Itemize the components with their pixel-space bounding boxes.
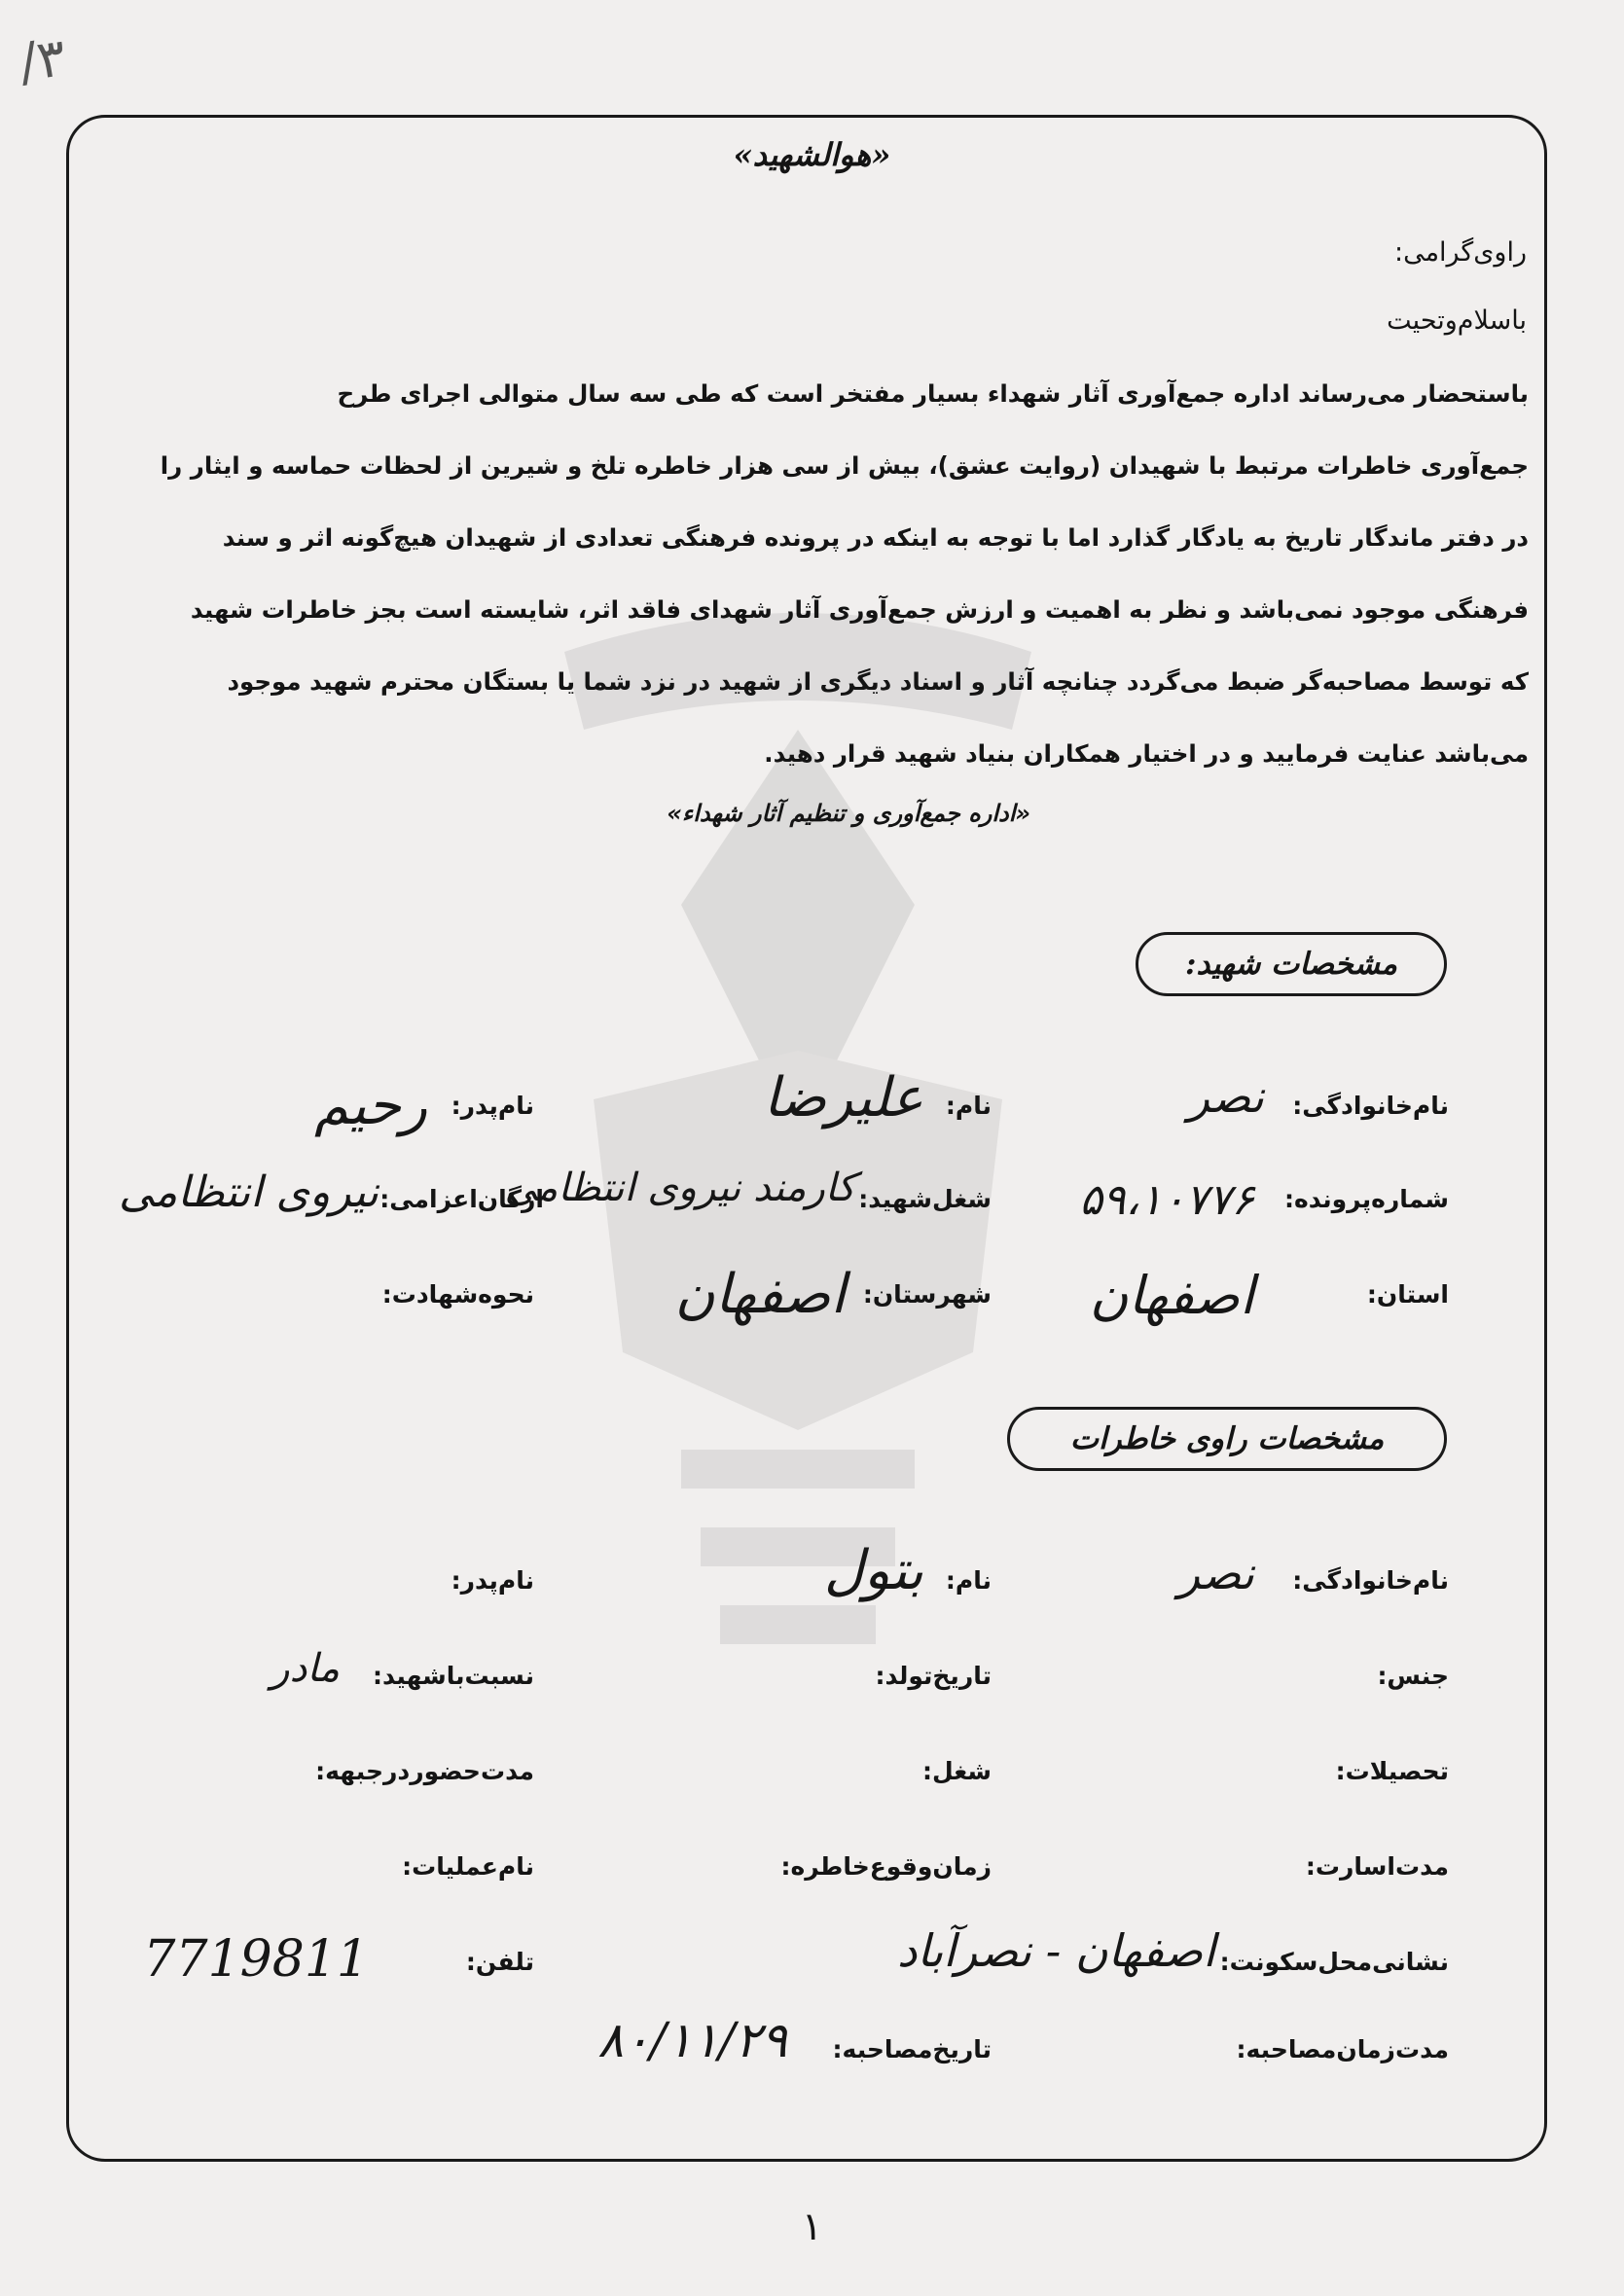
narrator-event-time-label: زمان‌وقوع‌خاطره: — [780, 1852, 992, 1881]
page-number: ١ — [801, 2205, 823, 2249]
paragraph-line: می‌باشد عنایت فرمایید و در اختیار همکاران بنیاد شهید قرار دهید. — [764, 739, 1529, 768]
martyr-martyrdom-type-label: نحوه‌شهادت: — [381, 1280, 534, 1309]
martyr-dispatch-org-label: ارگان‌اعزامی: — [379, 1185, 544, 1213]
martyr-father-value: رحیم — [314, 1074, 427, 1137]
martyr-job-value: کارمند نیروی انتظامی — [504, 1166, 855, 1210]
greeting: راوی‌گرامی: — [1393, 237, 1527, 268]
martyr-city-label: شهرستان: — [862, 1280, 992, 1309]
narrator-family-label: نام‌خانوادگی: — [1292, 1566, 1449, 1595]
narrator-captivity-label: مدت‌اسارت: — [1305, 1852, 1449, 1881]
narrator-education-label: تحصیلات: — [1335, 1757, 1449, 1785]
paragraph-line: در دفتر ماندگار تاریخ به یادگار گذارد اما با توجه به اینکه در پرونده فرهنگی تعدادی از شهیدان هیچ‌گونه اثر و سند — [222, 523, 1529, 552]
faded-stamp — [1293, 10, 1488, 68]
narrator-interview-date-value: ۸۰/۱۱/۲۹ — [597, 2012, 787, 2068]
paragraph-line: جمع‌آوری خاطرات مرتبط با شهیدان (روایت عشق)، بیش از سی هزار خاطره تلخ و شیرین از لحظات حماسه و ایثار را — [160, 451, 1529, 480]
narrator-gender-label: جنس: — [1377, 1662, 1449, 1690]
narrator-phone-label: تلفن: — [465, 1948, 534, 1976]
paragraph-line: فرهنگی موجود نمی‌باشد و نظر به اهمیت و ارزش جمع‌آوری آثار شهدای فاقد اثر، شایسته است بجز خاطرات شهید — [190, 595, 1529, 624]
salutation: باسلام‌و‌تحیت — [1387, 305, 1527, 336]
martyr-file-number-label: شماره‌پرونده: — [1284, 1185, 1449, 1213]
martyr-city-value: اصفهان — [674, 1263, 846, 1326]
martyr-province-label: استان: — [1366, 1280, 1449, 1309]
office-signature: «اداره جمع‌آوری و تنظیم آثار شهداء» — [667, 800, 1030, 827]
corner-page-mark: ۳/ — [15, 26, 70, 93]
martyr-dispatch-org-value: نیروی انتظامی — [119, 1167, 379, 1217]
narrator-relation-value: مادر — [271, 1646, 340, 1691]
martyr-province-value: اصفهان — [1089, 1265, 1254, 1326]
narrator-interview-date-label: تاریخ‌مصاحبه: — [832, 2035, 992, 2063]
paragraph-line: که توسط مصاحبه‌گر ضبط می‌گردد چنانچه آثار و اسناد دیگری از شهید در نزد شما یا بستگان محترم شهید موجود — [227, 667, 1529, 696]
martyr-job-label: شغل‌شهید: — [858, 1185, 992, 1213]
narrator-phone-value: 7719811 — [143, 1930, 369, 1989]
martyr-family-label: نام‌خانوادگی: — [1292, 1092, 1449, 1120]
document-heading: «هوالشهید» — [733, 136, 891, 173]
martyr-section-title: مشخصات شهید: — [1136, 932, 1447, 996]
narrator-family-value: نصر — [1177, 1547, 1254, 1599]
paragraph-line: باستحضار می‌رساند اداره جمع‌آوری آثار شهداء بسیار مفتخر است که طی سه سال متوالی اجرای طرح — [337, 379, 1529, 408]
narrator-birth-date-label: تاریخ‌تولد: — [875, 1662, 992, 1690]
martyr-name-label: نام: — [945, 1092, 992, 1120]
martyr-family-value: نصر — [1187, 1070, 1264, 1123]
narrator-section-title: مشخصات راوی خاطرات — [1007, 1407, 1447, 1471]
narrator-relation-label: نسبت‌باشهید: — [372, 1662, 534, 1690]
narrator-front-duration-label: مدت‌حضوردرجبهه: — [315, 1757, 534, 1785]
narrator-name-label: نام: — [945, 1566, 992, 1595]
narrator-job-label: شغل: — [921, 1757, 992, 1785]
martyr-father-label: نام‌پدر: — [451, 1092, 534, 1120]
martyr-file-number-value: ۵۹،۱۰۷۷۶ — [1079, 1175, 1254, 1225]
narrator-address-value: اصفهان - نصرآباد — [896, 1924, 1215, 1977]
narrator-interview-duration-label: مدت‌زمان‌مصاحبه: — [1236, 2035, 1449, 2063]
martyr-name-value: علیرضا — [763, 1066, 923, 1130]
narrator-operation-label: نام‌عملیات: — [402, 1852, 534, 1881]
narrator-name-value: بتول — [823, 1539, 923, 1602]
narrator-father-label: نام‌پدر: — [451, 1566, 534, 1595]
narrator-address-label: نشانی‌محل‌سکونت: — [1219, 1948, 1449, 1976]
